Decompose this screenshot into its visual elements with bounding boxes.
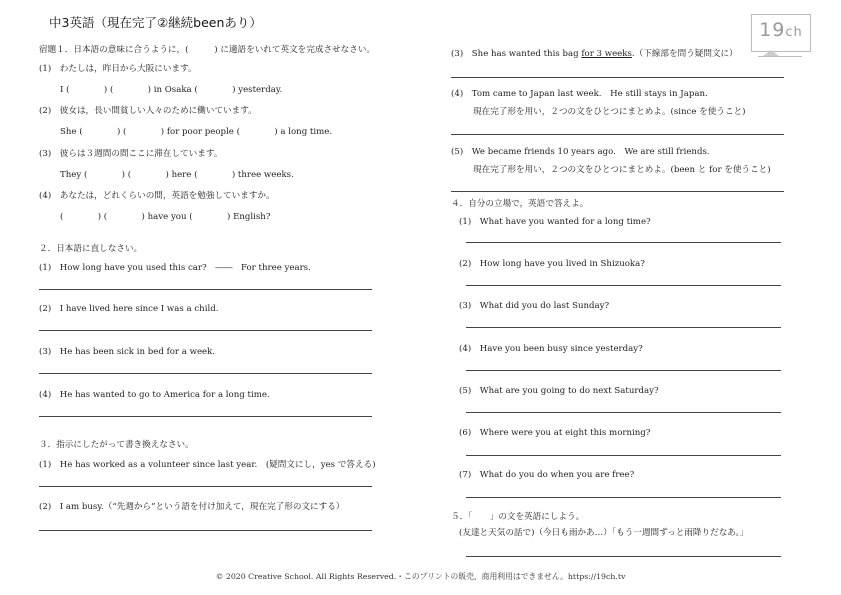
s4-q6: (6) Where were you at eight this morning? — [459, 428, 651, 438]
s2-q1: (1) How long have you used this car? ―― For three years. — [39, 263, 311, 273]
page-title: 中3英語（現在完了②継続beenあり） — [49, 15, 262, 30]
answer-line[interactable] — [39, 416, 372, 417]
answer-line[interactable] — [451, 134, 784, 135]
answer-line[interactable] — [466, 242, 781, 243]
footer-copyright: © 2020 Creative School. All Rights Reserved.・このプリントの販売，商用利用はできません。https://19ch.tv — [215, 572, 626, 581]
answer-line[interactable] — [39, 486, 372, 487]
section1-instruction: 宿題１．日本語の意味に合うように，( ) に適語をいれて英文を完成させなさい。 — [39, 45, 376, 55]
s3-q1: (1) He has worked as a volunteer since last year. (疑問文にし，yes で答える) — [39, 460, 376, 470]
underlined-phrase: for 3 weeks — [581, 49, 632, 59]
s2-q3: (3) He has been sick in bed for a week. — [39, 347, 216, 357]
s4-q2: (2) How long have you lived in Shizuoka? — [459, 259, 645, 269]
answer-line[interactable] — [466, 556, 781, 557]
s4-q1: (1) What have you wanted for a long time? — [459, 217, 651, 227]
s3-q3: (3) She has wanted this bag for 3 weeks.（下線部を問う疑問文に） — [451, 49, 738, 59]
s1-q2-english: She ( ) ( ) for poor people ( ) a long time. — [60, 127, 333, 137]
answer-line[interactable] — [451, 191, 784, 192]
s3-q5-line1: (5) We became friends 10 years ago. We are still friends. — [451, 147, 710, 157]
s3-q4-line1: (4) Tom came to Japan last week. He still stays in Japan. — [451, 89, 708, 99]
s3-q2: (2) I am busy.（“先週から”という語を付け加えて，現在完了形の文にする） — [39, 502, 345, 512]
s4-q7: (7) What do you do when you are free? — [459, 470, 635, 480]
s4-q4: (4) Have you been busy since yesterday? — [459, 344, 643, 354]
answer-line[interactable] — [39, 330, 372, 331]
answer-line[interactable] — [39, 530, 372, 531]
answer-line[interactable] — [466, 285, 781, 286]
s4-q5: (5) What are you going to do next Saturday? — [459, 386, 659, 396]
answer-line[interactable] — [39, 289, 372, 290]
s1-q3-japanese: (3) 彼らは３週間の間ここに滞在しています。 — [39, 149, 223, 159]
s1-q1-japanese: (1) わたしは，昨日から大阪にいます。 — [39, 64, 197, 74]
s3-q5-line2: 現在完了形を用い，２つの文をひとつにまとめよ。(been と for を使うこと) — [473, 165, 771, 175]
logo-base — [758, 56, 802, 57]
answer-line[interactable] — [466, 497, 781, 498]
section5-instruction: ５．「 」の文を英語にしよう。 — [451, 512, 585, 522]
s5-prompt: (友達と天気の話で)（今日も雨かあ…）「もう一週間ずっと雨降りだなあ。」 — [459, 528, 749, 538]
s2-q2: (2) I have lived here since I was a child. — [39, 304, 219, 314]
answer-line[interactable] — [466, 327, 781, 328]
answer-line[interactable] — [466, 370, 781, 371]
s1-q2-japanese: (2) 彼女は，長い間貧しい人々のために働いています。 — [39, 106, 257, 116]
section3-instruction: ３．指示にしたがって書き換えなさい。 — [39, 440, 194, 450]
s1-q4-english: ( ) ( ) have you ( ) English? — [60, 212, 271, 222]
19ch-logo — [751, 14, 811, 52]
s1-q1-english: I ( ) ( ) in Osaka ( ) yesterday. — [60, 85, 283, 95]
answer-line[interactable] — [39, 373, 372, 374]
answer-line[interactable] — [451, 77, 784, 78]
section2-instruction: ２．日本語に直しなさい。 — [39, 244, 143, 254]
logo-text: 19ch — [759, 19, 803, 41]
section4-instruction: ４．自分の立場で，英語で答えよ。 — [451, 199, 589, 209]
answer-line[interactable] — [466, 455, 781, 456]
s4-q3: (3) What did you do last Sunday? — [459, 301, 610, 311]
answer-line[interactable] — [466, 412, 781, 413]
s3-q4-line2: 現在完了形を用い，２つの文をひとつにまとめよ。(since を使うこと) — [473, 107, 746, 117]
s2-q4: (4) He has wanted to go to America for a long time. — [39, 390, 270, 400]
s1-q3-english: They ( ) ( ) here ( ) three weeks. — [60, 170, 294, 180]
s1-q4-japanese: (4) あなたは，どれくらいの間，英語を勉強していますか。 — [39, 191, 275, 201]
